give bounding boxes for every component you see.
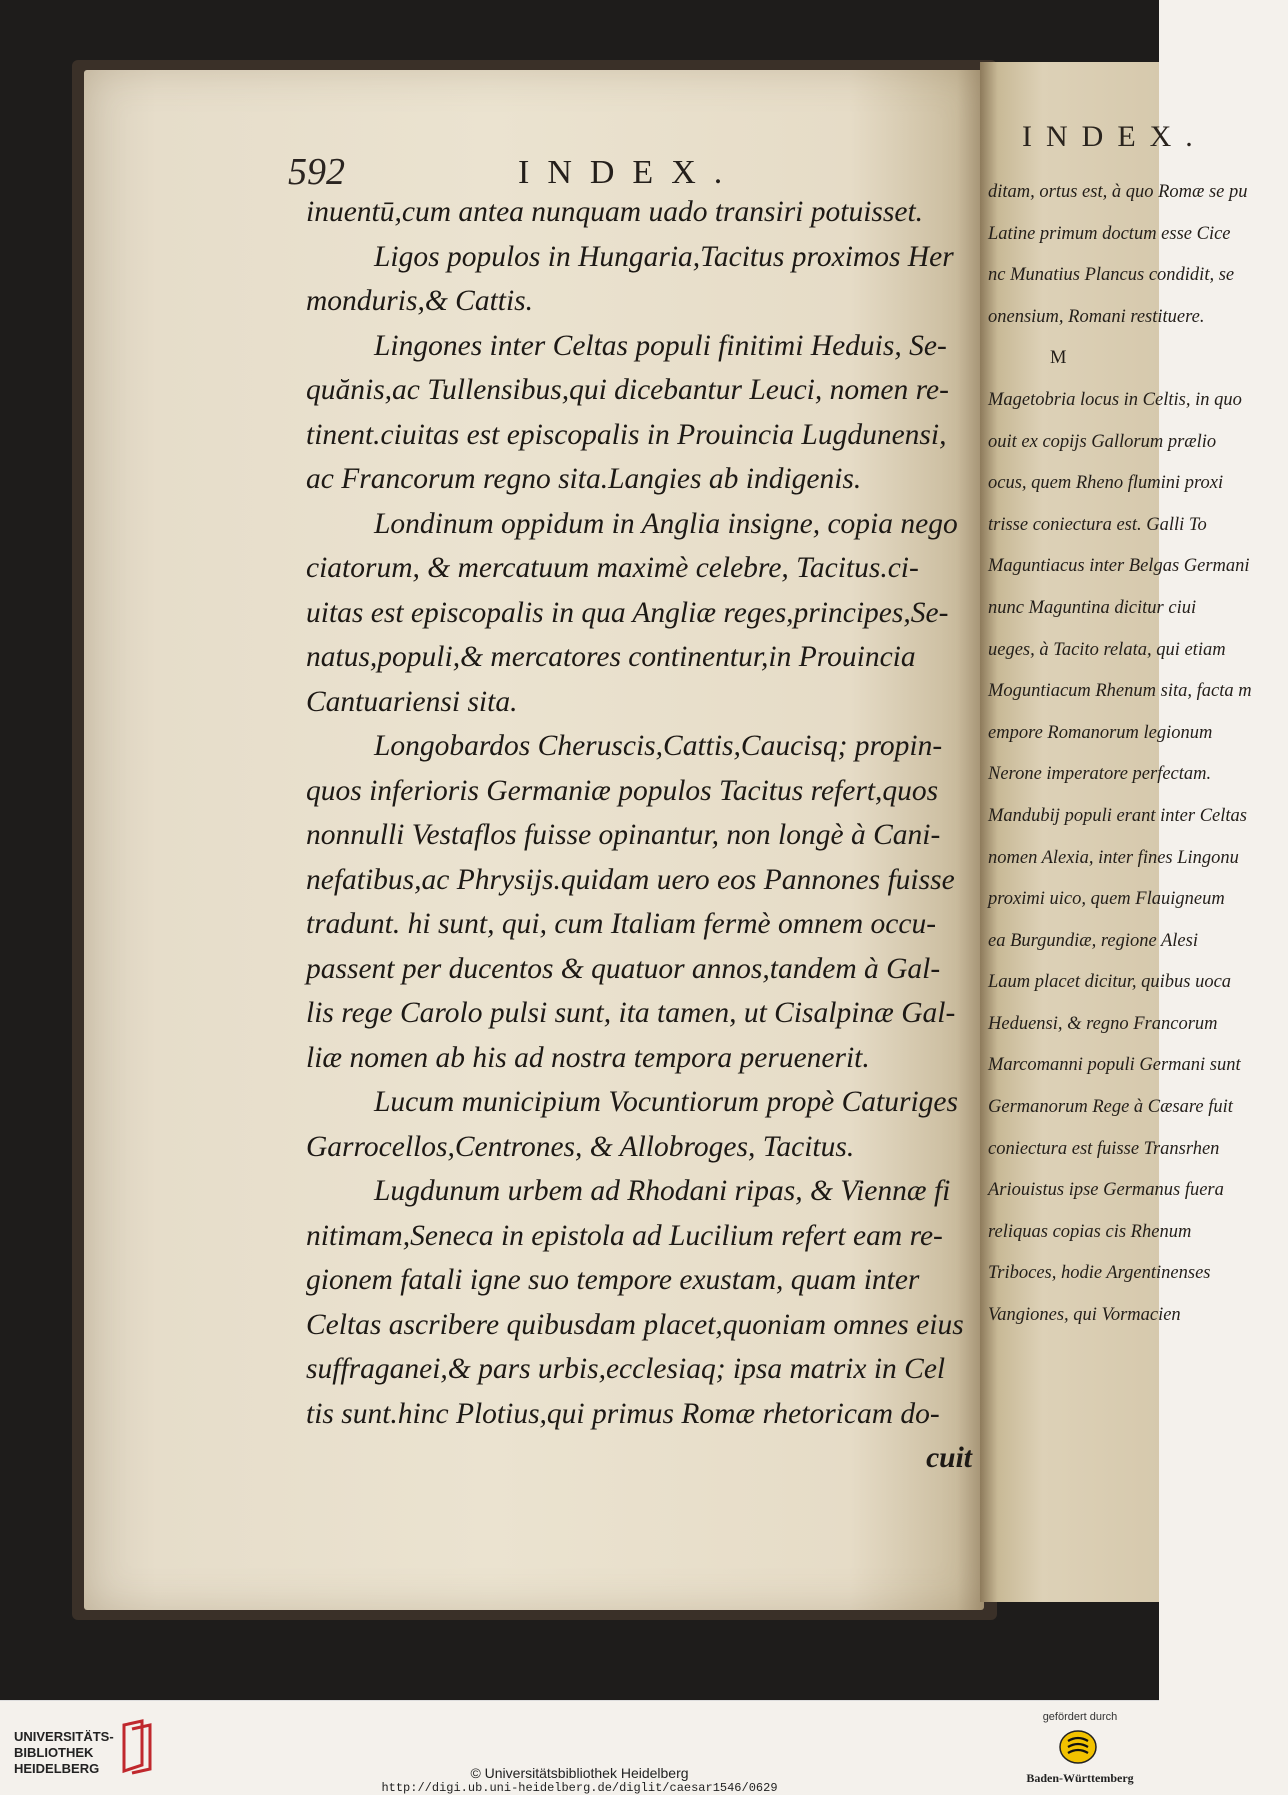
adjacent-text-line <box>988 338 1288 380</box>
text-line: Lugdunum urbem ad Rhodani ripas, & Viennæ fi <box>374 1175 951 1207</box>
adjacent-text-line: Nerone imperatore perfectam. <box>988 764 1212 785</box>
page-url[interactable]: http://digi.ub.uni-heidelberg.de/diglit/caesar1546/0629 <box>381 1781 778 1795</box>
sponsor-name: Baden-Württemberg <box>1026 1771 1134 1785</box>
catchword: cuit <box>926 1442 972 1474</box>
text-line: quos inferioris Germaniæ populos Tacitus refert,quos <box>306 774 939 807</box>
viewer-footer <box>0 1700 1159 1795</box>
text-line: inuentū,cum antea nunquam uado transiri potuisset. <box>306 196 924 228</box>
running-head: INDEX. <box>518 154 741 191</box>
adjacent-text-line: Latine primum doctum esse Cice <box>988 223 1231 244</box>
text-line: nonnulli Vestaflos fuisse opinantur, non longè à Cani- <box>306 819 941 851</box>
text-line: uitas est episcopalis in qua Angliæ reges,principes,Se- <box>306 596 949 629</box>
index-text-block <box>306 190 972 1481</box>
text-line: nefatibus,ac Phrysijs.quidam uero eos Pannones fuisse <box>306 863 955 896</box>
adjacent-text-line: reliquas copias cis Rhenum <box>988 1221 1192 1242</box>
text-line: suffraganei,& pars urbis,ecclesiaq; ipsa matrix in Cel <box>306 1353 946 1385</box>
adjacent-text-line: coniectura est fuisse Transrhen <box>988 1138 1220 1159</box>
adjacent-text-line: Marcomanni populi Germani sunt <box>988 1055 1241 1076</box>
text-line: monduris,& Cattis. <box>306 285 534 317</box>
adjacent-text-line: Maguntiacus inter Belgas Germani <box>988 556 1250 577</box>
adjacent-text-line: nc Munatius Plancus condidit, se <box>988 265 1235 286</box>
copyright-notice: © Universitätsbibliothek Heidelberg <box>470 1765 689 1781</box>
adjacent-text-line: Moguntiacum Rhenum sita, facta m <box>988 681 1252 702</box>
text-line: Longobardos Cheruscis,Cattis,Caucisq; propin- <box>374 730 943 762</box>
adjacent-text-line: ouit ex copijs Gallorum prælio <box>988 431 1217 452</box>
adjacent-text-line: empore Romanorum legionum <box>988 722 1213 743</box>
text-line: Londinum oppidum in Anglia insigne, copia nego <box>374 507 958 540</box>
adjacent-text-line: ueges, à Tacito relata, qui etiam <box>988 639 1226 660</box>
text-line: Cantuariensi sita. <box>306 685 518 718</box>
adjacent-text-line: ea Burgundiæ, regione Alesi <box>988 930 1198 951</box>
text-line: passent per ducentos & quatuor annos,tandem à Gal- <box>306 952 941 985</box>
section-letter: M <box>1050 348 1067 369</box>
library-name-line: BIBLIOTHEK <box>14 1745 94 1760</box>
text-line: gionem fatali igne suo tempore exustam, quam inter <box>306 1264 920 1296</box>
adjacent-text-line: proximi uico, quem Flauigneum <box>988 889 1225 910</box>
library-name-line: UNIVERSITÄTS- <box>14 1729 114 1744</box>
text-line: quănis,ac Tullensibus,qui dicebantur Leuci, nomen re- <box>306 374 949 406</box>
text-line: lis rege Carolo pulsi sunt, ita tamen, ut Cisalpinæ Gal- <box>306 997 956 1029</box>
state-crest-icon <box>1058 1729 1098 1765</box>
text-line: Celtas ascribere quibusdam placet,quoniam omnes eius <box>306 1308 964 1341</box>
text-line: nitimam,Seneca in epistola ad Lucilium refert eam re- <box>306 1219 943 1252</box>
adjacent-text-line: Mandubij populi erant inter Celtas <box>988 805 1247 826</box>
library-name-line: HEIDELBERG <box>14 1761 100 1776</box>
adjacent-text-line: trisse coniectura est. Galli To <box>988 514 1207 535</box>
text-line: ac Francorum regno sita.Langies ab indigenis. <box>306 463 862 495</box>
adjacent-text-line: Vangiones, qui Vormacien <box>988 1305 1181 1326</box>
text-line: Lingones inter Celtas populi finitimi Heduis, Se- <box>374 329 947 362</box>
adjacent-text-line: ditam, ortus est, à quo Romæ se pu <box>988 182 1248 202</box>
adjacent-text-line: Laum placet dicitur, quibus uoca <box>988 972 1232 993</box>
adjacent-text-block <box>988 172 1288 1337</box>
adjacent-text-line: nomen Alexia, inter fines Lingonu <box>988 847 1239 868</box>
text-line: Ligos populos in Hungaria,Tacitus proximos Her <box>374 240 954 273</box>
adjacent-text-line: Heduensi, & regno Francorum <box>988 1013 1218 1034</box>
adjacent-running-head: INDEX. <box>1022 120 1207 153</box>
sponsor-label: gefördert durch <box>1042 1711 1118 1723</box>
text-line: tis sunt.hinc Plotius,qui primus Romæ rhetoricam do- <box>306 1397 940 1430</box>
text-line: Lucum municipium Vocuntiorum propè Caturiges <box>374 1086 958 1118</box>
adjacent-text-line: ocus, quem Rheno flumini proxi <box>988 473 1224 494</box>
page-number: 592 <box>288 151 345 193</box>
text-line: liæ nomen ab his ad nostra tempora peruenerit. <box>306 1041 870 1074</box>
text-line: tradunt. hi sunt, qui, cum Italiam fermè omnem occu- <box>306 908 937 940</box>
adjacent-text-line: Triboces, hodie Argentinenses <box>988 1263 1211 1284</box>
adjacent-text-line: Germanorum Rege à Cæsare fuit <box>988 1097 1233 1118</box>
text-line: natus,populi,& mercatores continentur,in Prouincia <box>306 641 916 673</box>
text-line: Garrocellos,Centrones, & Allobroges, Tacitus. <box>306 1130 855 1163</box>
text-line: tinent.ciuitas est episcopalis in Prouincia Lugdunensi, <box>306 418 947 451</box>
adjacent-text-line: nunc Maguntina dicitur ciui <box>988 597 1197 618</box>
adjacent-text-line: Magetobria locus in Celtis, in quo <box>988 389 1242 410</box>
adjacent-text-line: Ariouistus ipse Germanus fuera <box>988 1180 1224 1201</box>
adjacent-page-fragment <box>980 62 1252 1602</box>
text-line: ciatorum, & mercatuum maximè celebre, Tacitus.ci- <box>306 552 919 584</box>
adjacent-text-line: onensium, Romani restituere. <box>988 306 1205 327</box>
